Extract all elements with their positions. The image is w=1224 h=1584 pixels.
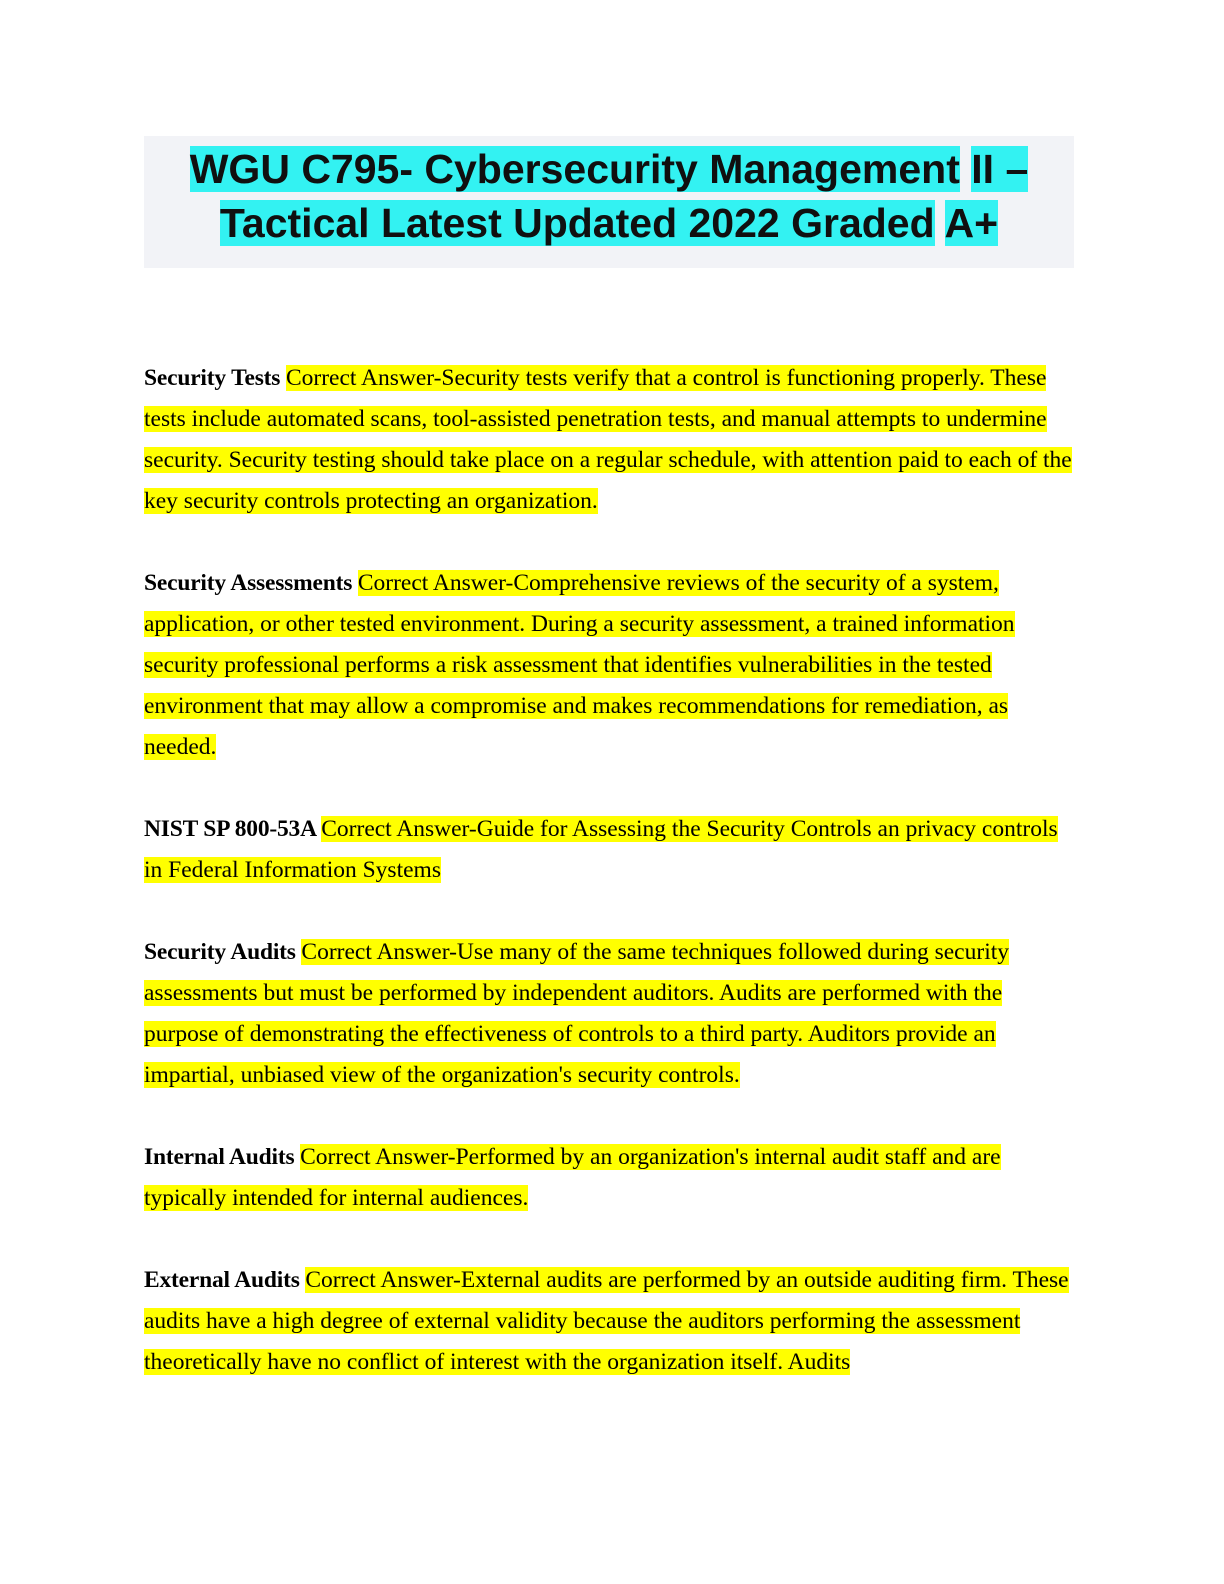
qa-answer: Correct Answer-Performed by an organization's internal audit staff and are typically intended for internal audiences. <box>144 1144 1001 1211</box>
qa-answer: Correct Answer-Comprehensive reviews of the security of a system, application, or other tested environment. During a security assessment, a trained information security professional performs a risk assessment that identifies vulnerabilities in the tested environment that may allow a compromise and makes recommendations for remediation, as needed. <box>144 570 1015 760</box>
title-line-2: II – Tactical Latest Updated 2022 Graded <box>219 146 1029 246</box>
qa-answer: Correct Answer-Use many of the same techniques followed during security assessments but must be performed by independent auditors. Audits are performed with the purpose of demonstrating the effectiveness of controls to a third party. Auditors provide an impartial, unbiased view of the organization's security controls. <box>144 939 1009 1088</box>
qa-term: Internal Audits <box>144 1144 301 1170</box>
qa-term: Security Assessments <box>144 570 358 596</box>
title-line-3: A+ <box>944 200 999 246</box>
qa-answer: Correct Answer-External audits are performed by an outside auditing firm. These audits have a high degree of external validity because the auditors performing the assessment theoretically have no conflict of interest with the organization itself. Audits <box>144 1267 1069 1375</box>
qa-answer: Correct Answer-Guide for Assessing the Security Controls an privacy controls in Federal Information Systems <box>144 816 1058 883</box>
document-body <box>144 358 1074 1383</box>
title-line-1: WGU C795- Cybersecurity Management <box>189 146 960 192</box>
qa-entry <box>144 1260 1074 1383</box>
qa-term: Security Audits <box>144 939 302 965</box>
document-title-block <box>144 136 1074 268</box>
qa-entry <box>144 563 1074 768</box>
page-title <box>144 142 1074 250</box>
qa-entry <box>144 809 1074 891</box>
qa-term: Security Tests <box>144 365 286 391</box>
qa-answer: Correct Answer-Security tests verify that a control is functioning properly. These tests include automated scans, tool-assisted penetration tests, and manual attempts to undermine security. Security testing should take place on a regular schedule, with attention paid to each of the key security controls protecting an organization. <box>144 365 1072 514</box>
qa-entry <box>144 358 1074 522</box>
qa-term: External Audits <box>144 1267 306 1293</box>
qa-term: NIST SP 800-53A <box>144 816 322 842</box>
qa-entry <box>144 1137 1074 1219</box>
qa-entry <box>144 932 1074 1096</box>
